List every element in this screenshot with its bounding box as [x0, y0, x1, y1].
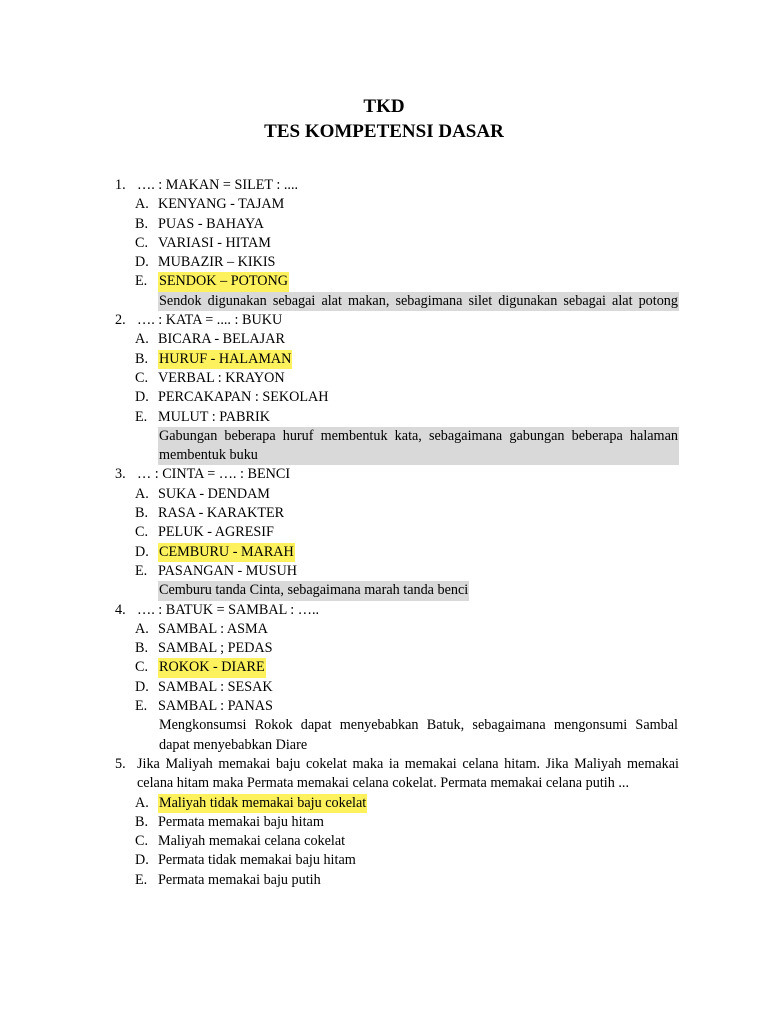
question-4	[115, 601, 680, 620]
option-3b: B. RASA - KARAKTER	[135, 505, 285, 522]
question-list	[115, 176, 680, 890]
option-4e: E. SAMBAL : PANAS	[135, 698, 273, 715]
option-1e-answer: E. SENDOK – POTONG	[115, 272, 680, 291]
question-1	[115, 176, 680, 195]
explanation-3-row	[115, 581, 680, 600]
option-2d: D. PERCAKAPAN : SEKOLAH	[135, 389, 329, 406]
answer-highlight: ROKOK - DIARE	[158, 658, 266, 677]
option-3c: C. PELUK - AGRESIF	[135, 524, 274, 541]
answer-highlight: CEMBURU - MARAH	[158, 543, 295, 562]
question-3	[115, 465, 680, 484]
option-1a: A. KENYANG - TAJAM	[135, 196, 285, 213]
document-subtitle: TES KOMPETENSI DASAR	[264, 121, 504, 142]
question-number: 4.	[115, 601, 126, 618]
option-1c: C. VARIASI - HITAM	[135, 234, 271, 251]
option-5e: E. Permata memakai baju putih	[135, 871, 321, 888]
option-1b: B. PUAS - BAHAYA	[135, 215, 264, 232]
question-2	[115, 311, 680, 330]
option-4d: D. SAMBAL : SESAK	[135, 678, 273, 695]
question-number: 3.	[115, 466, 126, 483]
explanation-1: Sendok digunakan sebagai alat makan, sebagimana silet digunakan sebagai alat potong	[158, 292, 679, 311]
question-5	[115, 755, 680, 794]
option-5a-answer: A. Maliyah tidak memakai baju cokelat	[115, 794, 680, 813]
explanation-2: Gabungan beberapa huruf membentuk kata, sebagaimana gabungan beberapa halaman	[158, 427, 679, 446]
option-1d: D. MUBAZIR – KIKIS	[135, 254, 276, 271]
explanation-2-line-2: membentuk buku	[158, 446, 679, 465]
document-title: TKD	[363, 96, 405, 117]
option-5b: B. Permata memakai baju hitam	[135, 813, 324, 830]
explanation-4: Mengkonsumsi Rokok dapat menyebabkan Batuk, sebagaimana mengonsumi Sambal	[159, 717, 678, 734]
question-text: …. : KATA = .... : BUKU	[137, 312, 283, 329]
option-2e: E. MULUT : PABRIK	[135, 408, 270, 425]
question-number: 5.	[115, 755, 126, 772]
option-4b: B. SAMBAL ; PEDAS	[135, 640, 273, 657]
option-5d: D. Permata tidak memakai baju hitam	[135, 852, 356, 869]
answer-highlight: HURUF - HALAMAN	[158, 350, 292, 369]
question-text: …. : BATUK = SAMBAL : …..	[137, 601, 320, 618]
option-2c: C. VERBAL : KRAYON	[135, 369, 285, 386]
option-2b-answer: B. HURUF - HALAMAN	[115, 350, 680, 369]
explanation-4-line-2: dapat menyebabkan Diare	[159, 736, 308, 753]
option-2a: A. BICARA - BELAJAR	[135, 331, 285, 348]
answer-highlight: Maliyah tidak memakai baju cokelat	[158, 794, 367, 813]
question-number: 2.	[115, 312, 126, 329]
option-3a: A. SUKA - DENDAM	[135, 485, 270, 502]
option-3d-answer: D. CEMBURU - MARAH	[115, 543, 680, 562]
explanation-3: Cemburu tanda Cinta, sebagaimana marah tanda benci	[158, 581, 469, 600]
question-text: … : CINTA = …. : BENCI	[137, 466, 291, 483]
question-number: 1.	[115, 177, 126, 193]
option-4a: A. SAMBAL : ASMA	[135, 620, 268, 637]
option-3e: E. PASANGAN - MUSUH	[135, 562, 298, 579]
option-5c: C. Maliyah memakai celana cokelat	[135, 833, 346, 850]
question-text: …. : MAKAN = SILET : ....	[137, 177, 299, 193]
option-4c-answer: C. ROKOK - DIARE	[115, 658, 680, 677]
answer-highlight: SENDOK – POTONG	[158, 272, 289, 291]
question-text: Jika Maliyah memakai baju cokelat maka ia memakai celana hitam. Jika Maliyah memakai celana hitam maka Permata memakai celana cokelat. Permata memakai celana putih ...	[137, 755, 679, 792]
